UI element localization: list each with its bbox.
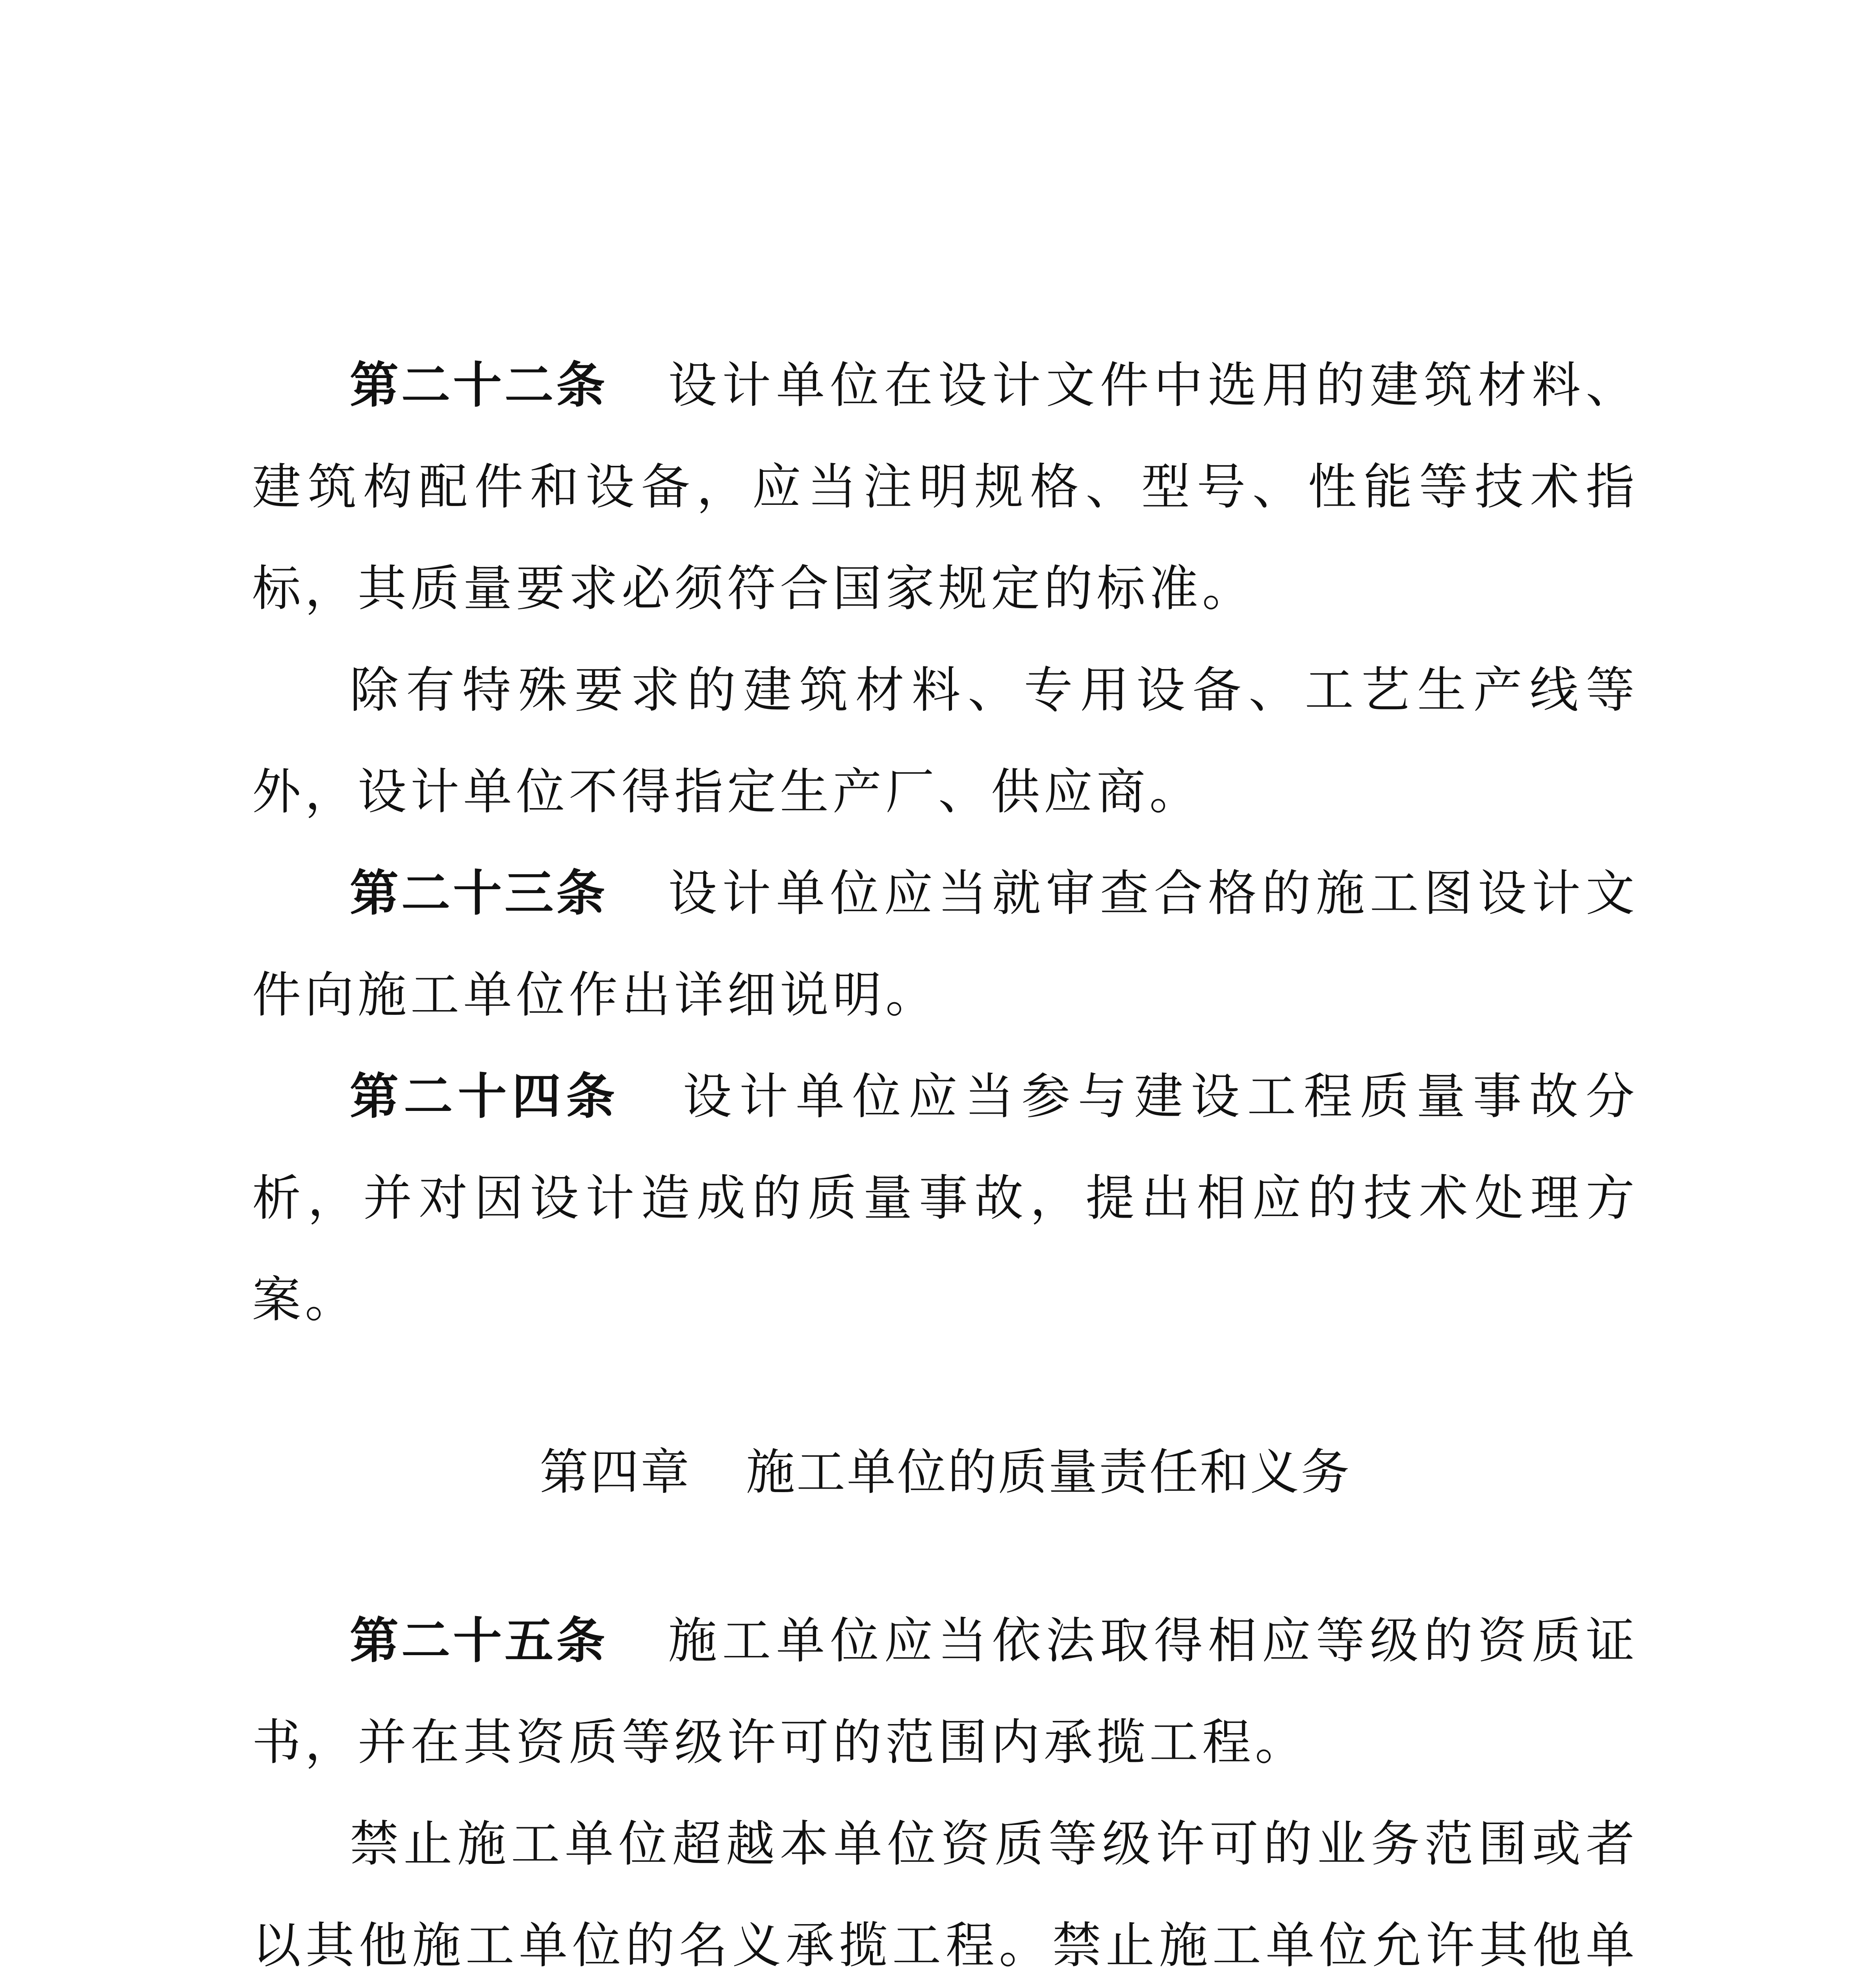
document-body	[252, 335, 1638, 1969]
article-24-paragraph-1	[252, 1046, 1638, 1351]
article-23-paragraph-1	[252, 843, 1638, 1046]
chapter-number: 第四章	[539, 1444, 691, 1501]
article-25-paragraph-1	[252, 1590, 1638, 1793]
article-25-paragraph-2	[252, 1793, 1638, 1969]
chapter-title: 施工单位的质量责任和义务	[746, 1444, 1351, 1501]
article-24-text-1: 设计单位应当参与建设工程质量事故分析，并对因设计造成的质量事故，提出相应的技术处理方案。	[252, 1068, 1638, 1328]
article-25-text-2: 禁止施工单位超越本单位资质等级许可的业务范围或者以其他施工单位的名义承揽工程。禁止施工单位允许其他单	[252, 1816, 1638, 1969]
chapter-heading	[252, 1422, 1638, 1523]
article-22-text-2: 除有特殊要求的建筑材料、专用设备、工艺生产线等外，设计单位不得指定生产厂、供应商。	[252, 662, 1638, 820]
article-22-heading: 第二十二条	[350, 357, 608, 414]
article-23-text-1: 设计单位应当就审查合格的施工图设计文件向施工单位作出详细说明。	[252, 865, 1638, 1023]
article-22-text-1: 设计单位在设计文件中选用的建筑材料、建筑构配件和设备，应当注明规格、型号、性能等技术指标，其质量要求必须符合国家规定的标准。	[252, 357, 1638, 617]
article-25-text-1: 施工单位应当依法取得相应等级的资质证书，并在其资质等级许可的范围内承揽工程。	[252, 1613, 1638, 1771]
article-23-heading: 第二十三条	[350, 865, 608, 922]
article-24-heading: 第二十四条	[350, 1068, 620, 1125]
article-22-paragraph-2	[252, 640, 1638, 843]
article-22-paragraph-1	[252, 335, 1638, 640]
article-25-heading: 第二十五条	[350, 1613, 608, 1669]
